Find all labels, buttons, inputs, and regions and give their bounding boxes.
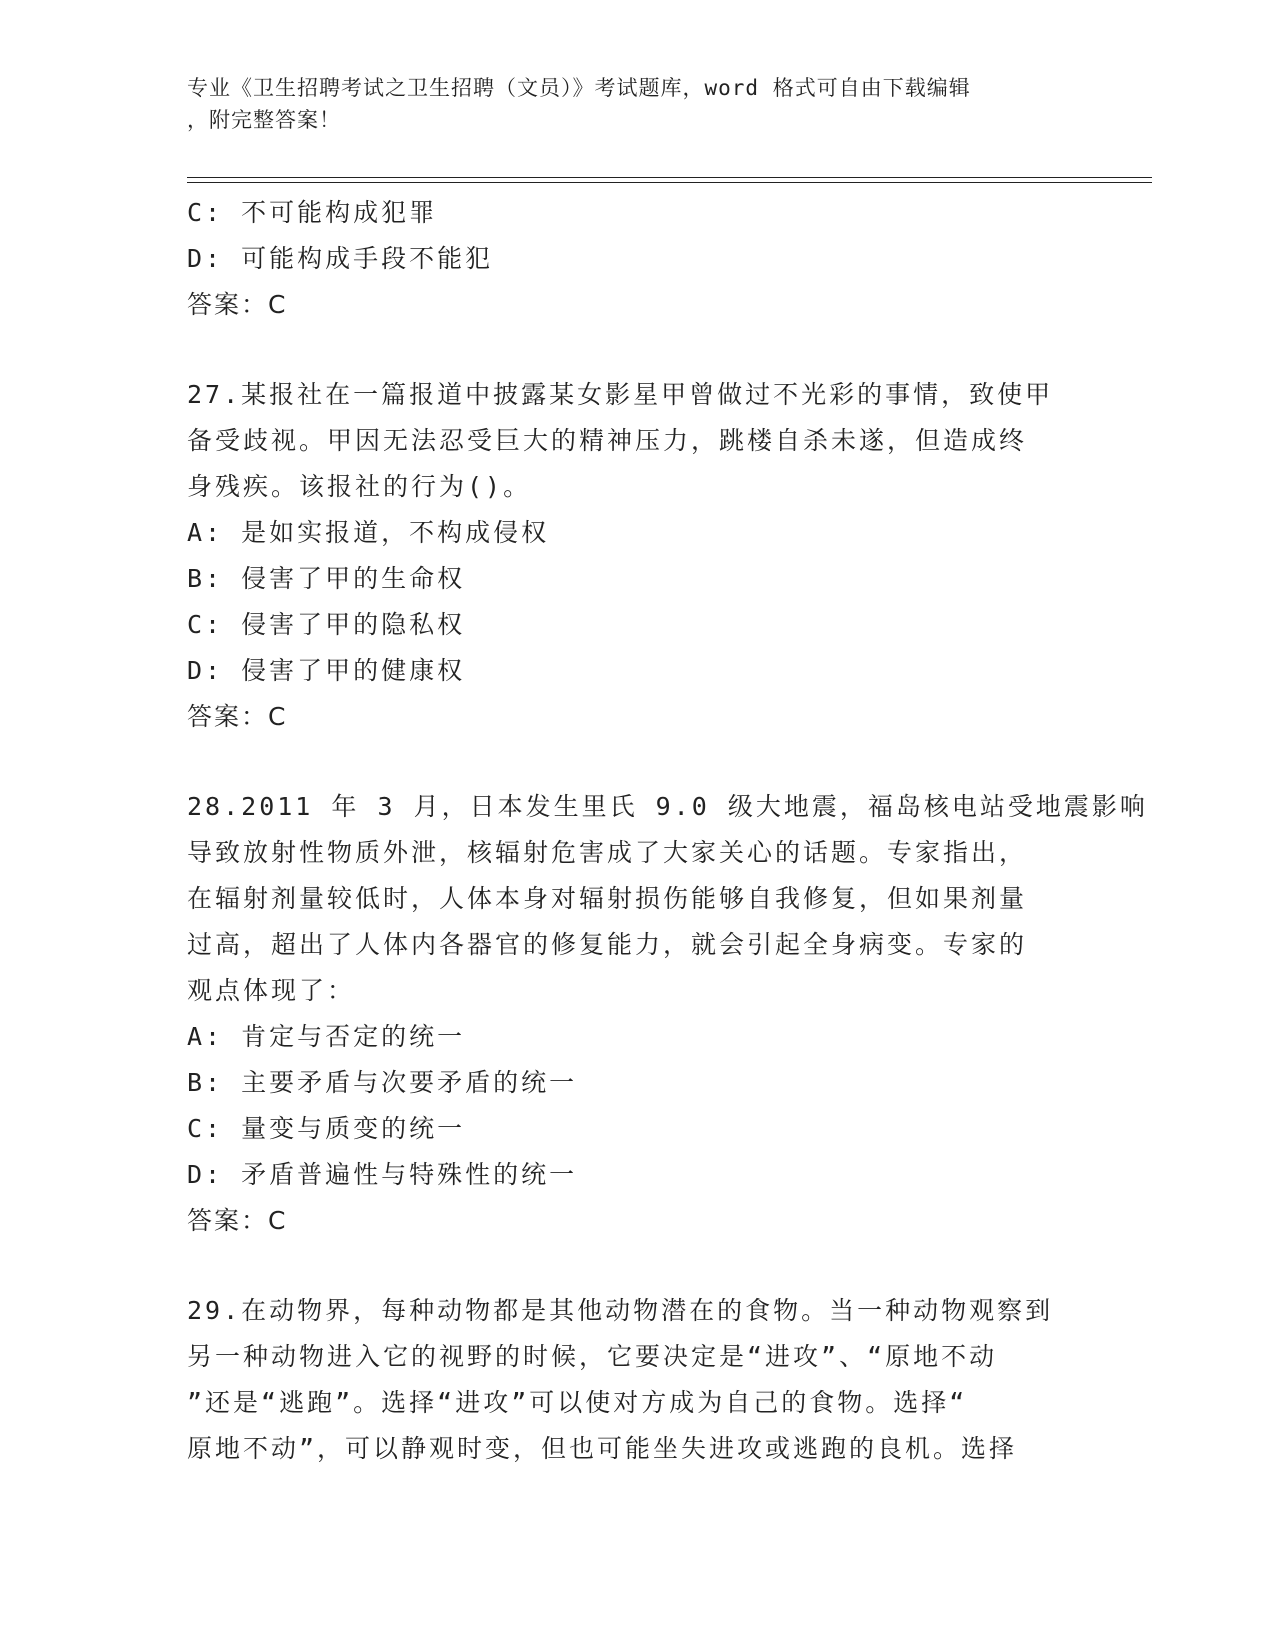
- spacer: [187, 1244, 1087, 1288]
- question-29: [187, 1288, 1087, 1472]
- prev-answer: 答案：C: [187, 290, 288, 319]
- question-text-line: 原地不动”，可以静观时变，但也可能坐失进攻或逃跑的良机。选择: [187, 1434, 1018, 1463]
- question-text-line: 29.在动物界，每种动物都是其他动物潜在的食物。当一种动物观察到: [187, 1296, 1054, 1325]
- option-c: C: 量变与质变的统一: [187, 1114, 466, 1143]
- question-text-line: 过高，超出了人体内各器官的修复能力，就会引起全身病变。专家的: [187, 930, 1028, 959]
- option-b: B: 主要矛盾与次要矛盾的统一: [187, 1068, 578, 1097]
- spacer: [187, 740, 1087, 784]
- question-text-line: 身残疾。该报社的行为()。: [187, 472, 532, 501]
- question-28: [187, 784, 1148, 1244]
- question-text-line: 另一种动物进入它的视野的时候，它要决定是“进攻”、“原地不动: [187, 1342, 998, 1371]
- option-b: B: 侵害了甲的生命权: [187, 564, 466, 593]
- question-27: [187, 372, 1087, 740]
- header-line-1: 专业《卫生招聘考试之卫生招聘（文员）》考试题库，word 格式可自由下载编辑: [187, 76, 971, 100]
- document-header: [187, 72, 1067, 136]
- question-text-line: 备受歧视。甲因无法忍受巨大的精神压力，跳楼自杀未遂，但造成终: [187, 426, 1028, 455]
- option-c: C: 侵害了甲的隐私权: [187, 610, 466, 639]
- spacer: [187, 328, 1087, 372]
- prev-option-c: C: 不可能构成犯罪: [187, 198, 438, 227]
- header-rule-top: [187, 177, 1152, 178]
- option-a: A: 肯定与否定的统一: [187, 1022, 466, 1051]
- answer: 答案：C: [187, 1206, 288, 1235]
- question-text-line: 导致放射性物质外泄，核辐射危害成了大家关心的话题。专家指出，: [187, 838, 1028, 867]
- header-line-2: ，附完整答案！: [187, 108, 341, 132]
- header-rule-bottom: [187, 182, 1152, 183]
- question-text-line: 27.某报社在一篇报道中披露某女影星甲曾做过不光彩的事情，致使甲: [187, 380, 1054, 409]
- question-text-line: 在辐射剂量较低时，人体本身对辐射损伤能够自我修复，但如果剂量: [187, 884, 1028, 913]
- question-text-line: 观点体现了：: [187, 976, 356, 1005]
- prev-option-d: D: 可能构成手段不能犯: [187, 244, 494, 273]
- question-text-line: ”还是“逃跑”。选择“进攻”可以使对方成为自己的食物。选择“: [187, 1388, 968, 1417]
- option-d: D: 侵害了甲的健康权: [187, 656, 466, 685]
- document-body: [187, 190, 1148, 1472]
- option-d: D: 矛盾普遍性与特殊性的统一: [187, 1160, 578, 1189]
- question-text-line: 28.2011 年 3 月，日本发生里氏 9.0 级大地震，福岛核电站受地震影响: [187, 792, 1148, 821]
- answer: 答案：C: [187, 702, 288, 731]
- option-a: A: 是如实报道，不构成侵权: [187, 518, 550, 547]
